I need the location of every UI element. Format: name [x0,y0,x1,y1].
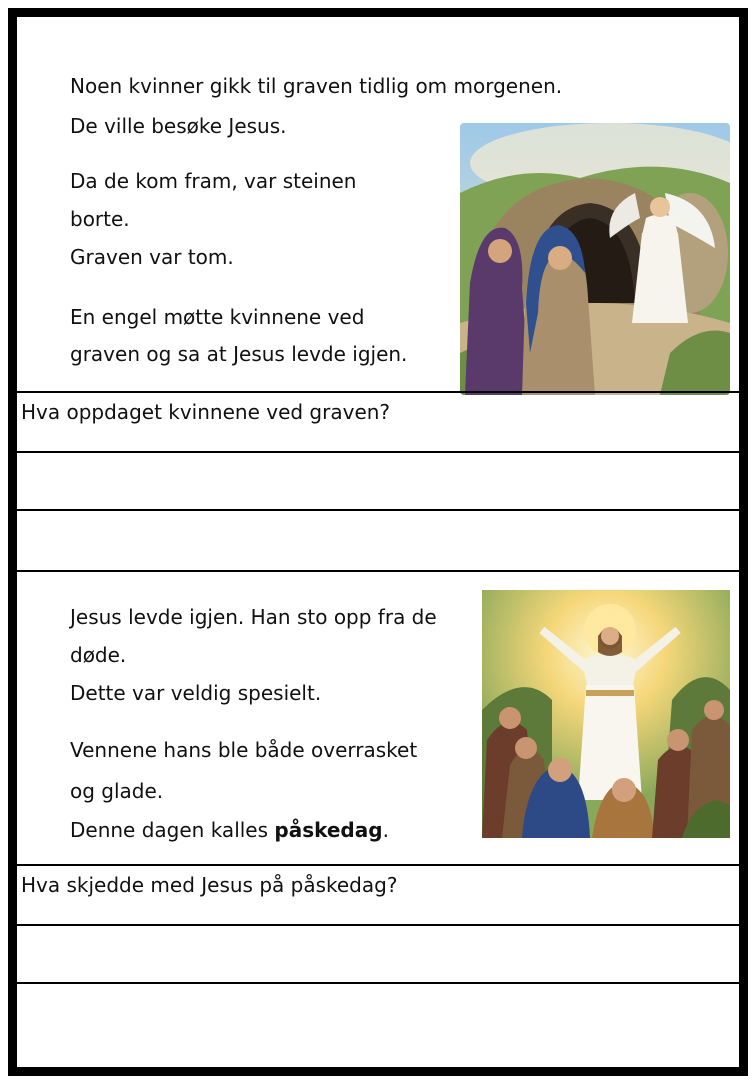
story-text: . [382,818,389,842]
answer-line [17,982,739,984]
story-line: borte. [70,207,130,231]
answer-line [17,509,739,511]
story-line-last [70,820,389,840]
question-1: Hva oppdaget kvinnene ved graven? [21,400,391,424]
story-line: Graven var tom. [70,245,234,269]
divider [17,391,739,393]
story-line: Noen kvinner gikk til graven tidlig om morgenen. [70,74,563,98]
answer-line [17,451,739,453]
story-line: døde. [70,643,127,667]
story-line: Vennene hans ble både overrasket [70,738,418,762]
empty-tomb-illustration [460,123,730,395]
highlighted-word: påskedag [274,818,383,842]
story-line: graven og sa at Jesus levde igjen. [70,342,408,366]
story-line: Da de kom fram, var steinen [70,169,357,193]
divider [17,570,739,572]
worksheet-page [8,8,748,1076]
divider [17,864,739,866]
story-line: De ville besøke Jesus. [70,114,287,138]
story-line: Dette var veldig spesielt. [70,681,322,705]
risen-jesus-illustration [482,590,730,838]
question-2: Hva skjedde med Jesus på påskedag? [21,873,398,897]
story-line: Jesus levde igjen. Han sto opp fra de [70,605,437,629]
answer-line [17,924,739,926]
story-line: og glade. [70,779,164,803]
story-text: Denne dagen kalles [70,818,275,842]
story-line: En engel møtte kvinnene ved [70,305,365,329]
